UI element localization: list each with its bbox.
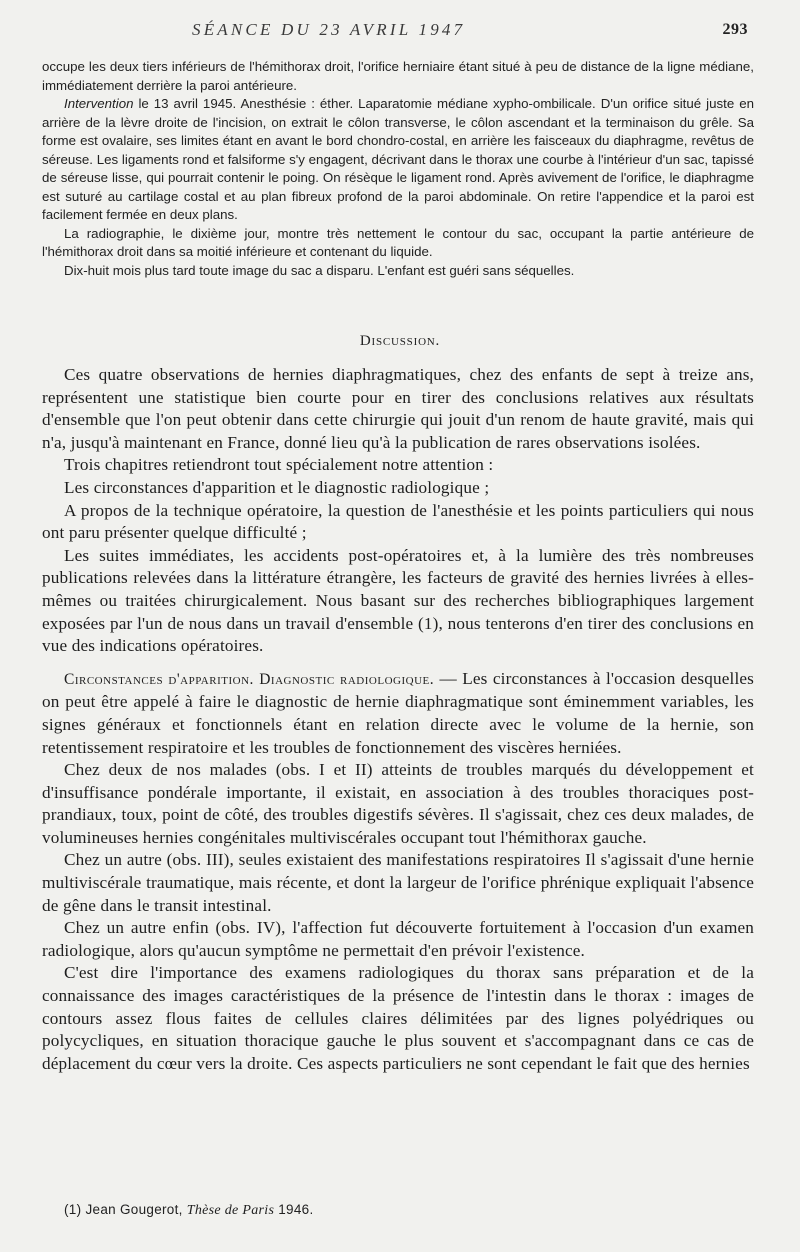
discussion-paragraph: Les circonstances d'apparition et le diagnostic radiologique ; <box>64 477 490 497</box>
discussion-body <box>42 364 754 1075</box>
circonstances-paragraph: Chez deux de nos malades (obs. I et II) atteints de troubles marqués du développement et d'insuffisance pondérale importante, il existait, en association à des troubles thoraciques post-prandiaux, toux, point de côté, des troubles digestifs sévères. Il s'agissait, chez ces deux malades, de volumineuses hernies congénitales multiviscérales occupant tout l'hémithorax gauche. <box>42 760 754 847</box>
footnote-work: Thèse de Paris <box>186 1203 275 1218</box>
running-head <box>0 20 800 44</box>
section-heading-discussion: Discussion. <box>359 333 441 349</box>
footnote-marker: (1) <box>64 1202 82 1217</box>
running-title: SÉANCE DU 23 AVRIL 1947 <box>192 20 466 39</box>
circonstances-paragraph: C'est dire l'importance des examens radiologiques du thorax sans préparation et de la connaissance des images caractéristiques de la présence de l'intestin dans le thorax : images de contours assez flous faites de cellules claires délimitées par des lignes polyédriques ou polycycliques, en situation thoracique gauche le plus souvent et s'accompagnant dans ce cas de déplacement du cœur vers la droite. Ces aspects particuliers ne sont cependant le fait que des hernies <box>42 963 754 1073</box>
case-paragraph-radiography: La radiographie, le dixième jour, montre très nettement le contour du sac, occupant la partie antérieure de l'hémithorax droit dans sa moitié inférieure et contenant du liquide. <box>42 225 754 259</box>
circonstances-lead-paragraph <box>42 668 754 759</box>
intervention-label: Intervention <box>64 96 134 111</box>
footnote <box>64 1202 314 1219</box>
circonstances-lead-text: — Les circonstances à l'occasion desquelles on peut être appelé à faire le diagnostic de hernie diaphragmatique sont éminemment variables, les signes généraux et fonctionnels étant en relation directe avec le volume de la hernie, son retentissement respiratoire et les troubles de fonctionnement des viscères herniées. <box>42 668 754 757</box>
case-paragraph-outcome: Dix-huit mois plus tard toute image du sac a disparu. L'enfant est guéri sans séquelles. <box>64 262 575 278</box>
circonstances-paragraph: Chez un autre (obs. III), seules existaient des manifestations respiratoires Il s'agissait d'une hernie multiviscérale traumatique, mais récente, et dont la largeur de l'orifice phrénique expliquait l'absence de gêne dans le transit intestinal. <box>42 850 754 915</box>
discussion-paragraph: Trois chapitres retiendront tout spécialement notre attention : <box>64 455 494 475</box>
discussion-paragraph: A propos de la technique opératoire, la question de l'anesthésie et les points particuliers qui nous ont paru présenter quelque difficulté ; <box>42 500 754 543</box>
case-report-end <box>42 58 754 280</box>
subsection-heading-circonstances: Circonstances d'apparition. Diagnostic radiologique. <box>64 670 435 688</box>
intervention-text: le 13 avril 1945. Anesthésie : éther. Laparatomie médiane xypho-ombilicale. D'un orifice situé juste en arrière de la lèvre droite de l'incision, on extrait le côlon transverse, le côlon ascendant et la terminaison du grêle. Sa forme est ovalaire, ses limites étant en avant le bord chondro-costal, en arrière les faisceaux du diaphragme, revêtus de séreuse. Les ligaments rond et falsiforme s'y engagent, décrivant dans le thorax une courbe à l'intérieur d'un sac, tapissé de séreuse lisse, qui pourrait contenir le poing. On résèque le ligament rond. Après avivement de l'orifice, le diaphragme est suturé au cartilage costal et au plan fibreux profond de la paroi abdominale. On retire l'appendice et la paroi est facilement fermée en deux plans. <box>42 96 754 222</box>
footnote-year: 1946. <box>274 1202 314 1217</box>
discussion-paragraph: Ces quatre observations de hernies diaphragmatiques, chez des enfants de sept à treize ans, représentent une statistique bien courte pour en tirer des conclusions relatives aux résultats d'ensemble que l'on peut obtenir dans cette chirurgie qui jouit d'un renom de haute gravité, mais qui n'a, jusqu'à maintenant en France, donné lieu qu'à la publication de rares observations isolées. <box>42 365 754 452</box>
circonstances-paragraph: Chez un autre enfin (obs. IV), l'affection fut découverte fortuitement à l'occasion d'un examen radiologique, alors qu'aucun symptôme ne permettait d'en prévoir l'existence. <box>42 918 754 960</box>
case-paragraph-orifice: occupe les deux tiers inférieurs de l'hémithorax droit, l'orifice herniaire étant situé à peu de distance de la ligne médiane, immédiatement derrière la paroi antérieure. <box>42 59 754 93</box>
footnote-author: Jean Gougerot, <box>81 1202 187 1217</box>
case-paragraph-intervention <box>42 95 754 225</box>
discussion-paragraph: Les suites immédiates, les accidents post-opératoires et, à la lumière des très nombreuses publications relevées dans la littérature étrangère, les facteurs de gravité des hernies livrées à elles-mêmes ou traitées chirurgicalement. Nous basant sur des recherches bibliographiques largement exposées par l'un de nous dans un travail d'ensemble (1), nous tenterons d'en tirer des conclusions en vue des indications opératoires. <box>42 545 754 656</box>
page-number: 293 <box>722 21 748 38</box>
